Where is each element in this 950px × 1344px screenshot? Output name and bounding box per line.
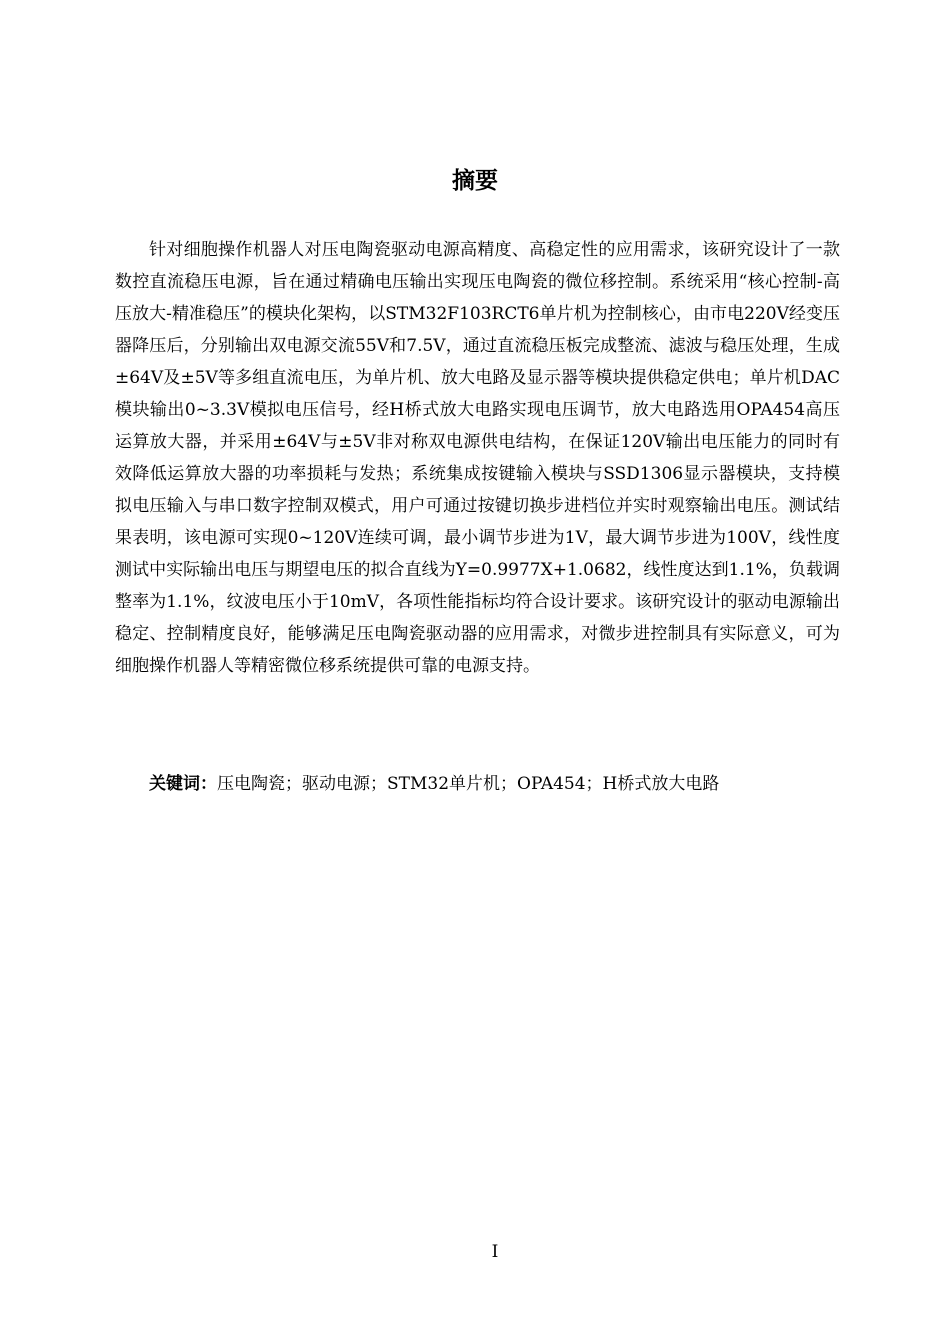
- keywords-line: [149, 768, 849, 800]
- abstract-title: 摘要: [452, 168, 498, 194]
- abstract-body: 针对细胞操作机器人对压电陶瓷驱动电源高精度、高稳定性的应用需求，该研究设计了一款数控直流稳压电源，旨在通过精确电压输出实现压电陶瓷的微位移控制。系统采用“核心控制-高压放大-精准稳压”的模块化架构，以STM32F103RCT6单片机为控制核心，由市电220V经变压器降压后，分别输出双电源交流55V和7.5V，通过直流稳压板完成整流、滤波与稳压处理，生成±64V及±5V等多组直流电压，为单片机、放大电路及显示器等模块提供稳定供电；单片机DAC模块输出0~3.3V模拟电压信号，经H桥式放大电路实现电压调节，放大电路选用OPA454高压运算放大器，并采用±64V与±5V非对称双电源供电结构，在保证120V输出电压能力的同时有效降低运算放大器的功率损耗与发热；系统集成按键输入模块与SSD1306显示器模块，支持模拟电压输入与串口数字控制双模式，用户可通过按键切换步进档位并实时观察输出电压。测试结果表明，该电源可实现0~120V连续可调，最小调节步进为1V，最大调节步进为100V，线性度测试中实际输出电压与期望电压的拟合直线为Y=0.9977X+1.0682，线性度达到1.1%，负载调整率为1.1%，纹波电压小于10mV，各项性能指标均符合设计要求。该研究设计的驱动电源输出稳定、控制精度良好，能够满足压电陶瓷驱动器的应用需求，对微步进控制具有实际意义，可为细胞操作机器人等精密微位移系统提供可靠的电源支持。: [115, 240, 840, 676]
- keywords-text: 压电陶瓷；驱动电源；STM32单片机；OPA454；H桥式放大电路: [217, 774, 720, 794]
- page-number: I: [491, 1242, 499, 1262]
- keywords-label: 关键词：: [149, 774, 217, 794]
